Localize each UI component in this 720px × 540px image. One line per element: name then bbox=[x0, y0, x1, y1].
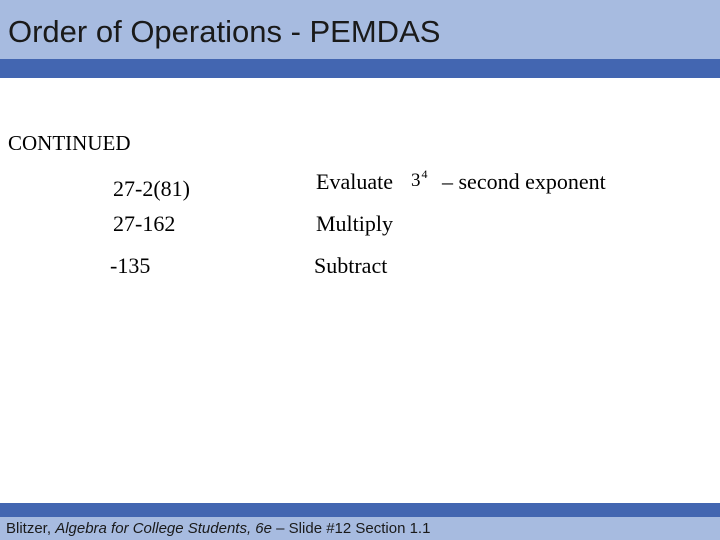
power-base: 3 bbox=[411, 170, 421, 191]
title-accent-rule bbox=[0, 59, 720, 78]
operation-step-1: Evaluate bbox=[316, 169, 393, 194]
power-note: – second exponent bbox=[442, 169, 606, 194]
expression-step-1: 27-2(81) bbox=[113, 176, 190, 201]
slide-title: Order of Operations - PEMDAS bbox=[8, 14, 441, 49]
operation-step-3: Subtract bbox=[314, 253, 388, 278]
title-bar bbox=[0, 0, 720, 59]
power-expression bbox=[411, 167, 428, 193]
footer-slide-info: – Slide #12 Section 1.1 bbox=[272, 520, 431, 537]
section-label: CONTINUED bbox=[8, 131, 131, 155]
footer-accent-rule bbox=[0, 503, 720, 517]
power-exponent: 4 bbox=[421, 167, 428, 181]
expression-step-3: -135 bbox=[110, 253, 151, 278]
footer-author: Blitzer, bbox=[6, 520, 56, 537]
footer-book-title: Algebra for College Students, 6e bbox=[55, 520, 272, 537]
operation-step-2: Multiply bbox=[316, 211, 394, 236]
footer-citation bbox=[6, 519, 430, 539]
expression-step-2: 27-162 bbox=[113, 211, 176, 236]
